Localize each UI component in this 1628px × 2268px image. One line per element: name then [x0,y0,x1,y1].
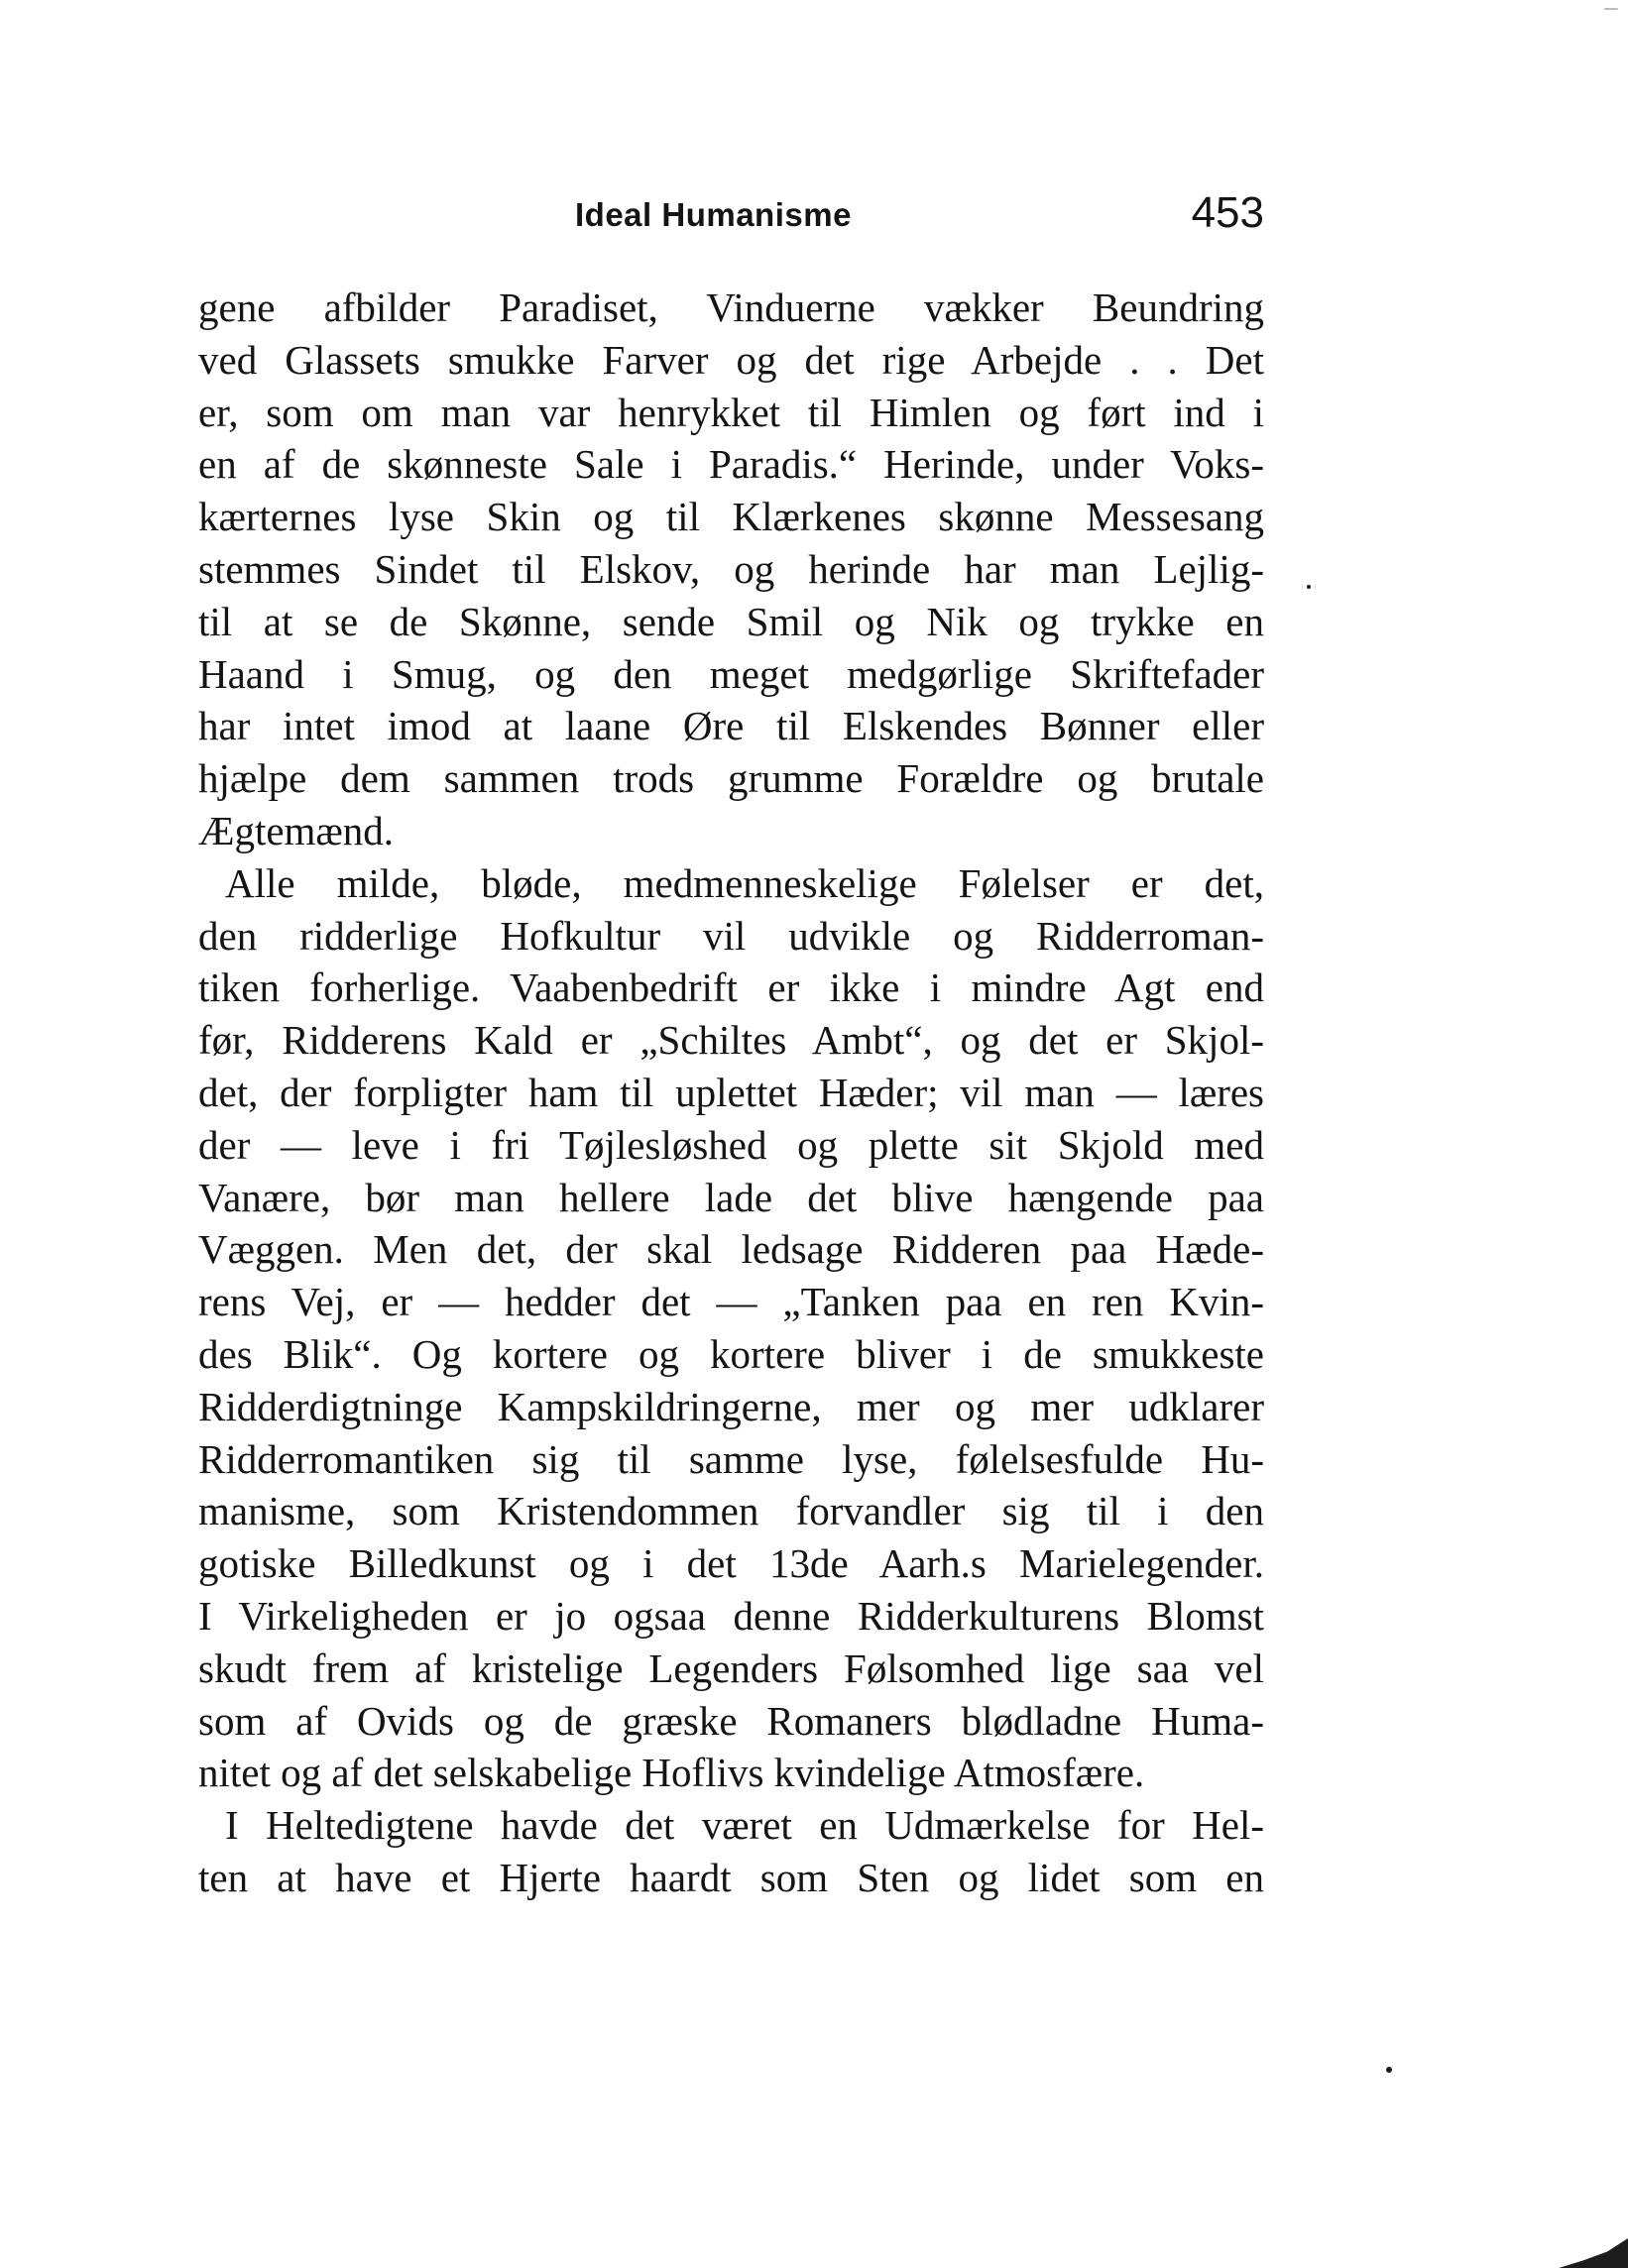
text-line: er, som om man var henrykket til Himlen og ført ind i [198,389,1264,435]
text-line: tiken forherlige. Vaabenbedrift er ikke i mindre Agt end [198,964,1264,1011]
body-text [198,282,1264,1904]
text-line: før, Ridderens Kald er „Schiltes Ambt“, og det er Skjol- [198,1017,1264,1064]
running-title: Ideal Humanisme [575,196,852,233]
text-line: stemmes Sindet til Elskov, og herinde har man Lejlig- [198,545,1264,592]
text-line: Ridderdigtninge Kampskildringerne, mer og mer udklarer [198,1383,1264,1429]
running-head [198,184,1264,244]
text-line: ten at have et Hjerte haardt som Sten og lidet som en [198,1854,1264,1900]
text-line: gotiske Billedkunst og i det 13de Aarh.s Marielegender. [198,1540,1264,1587]
text-line: skudt frem af kristelige Legenders Følsomhed lige saa vel [198,1644,1264,1691]
text-line: Ridderromantiken sig til samme lyse, følelsesfulde Hu- [198,1435,1264,1482]
text-line: der — leve i fri Tøjlesløshed og plette sit Skjold med [198,1121,1264,1168]
scan-speck [1604,8,1618,10]
text-line: des Blik“. Og kortere og kortere bliver i de smukkeste [198,1330,1264,1377]
text-line: ved Glassets smukke Farver og det rige Arbejde . . Det [198,336,1264,383]
text-line: Ægtemænd. [198,807,395,853]
text-line: Haand i Smug, og den meget medgørlige Skriftefader [198,650,1264,697]
scan-corner-mark [1559,2238,1628,2268]
text-line: har intet imod at laane Øre til Elskendes Bønner eller [198,703,1264,749]
text-line: I Heltedigtene havde det været en Udmærkelse for Hel- [225,1802,1264,1849]
text-line: Vanære, bør man hellere lade det blive hængende paa [198,1174,1264,1220]
text-line: Alle milde, bløde, medmenneskelige Følelser er det, [225,859,1264,906]
text-line: den ridderlige Hofkultur vil udvikle og Ridderroman- [198,912,1264,959]
text-line: manisme, som Kristendommen forvandler sig til i den [198,1488,1264,1534]
scan-speck [1386,2067,1392,2073]
page-number: 453 [1191,188,1264,237]
text-line: en af de skønneste Sale i Paradis.“ Herinde, under Voks- [198,441,1264,488]
text-line: det, der forpligter ham til uplettet Hæder; vil man — læres [198,1069,1264,1115]
text-line: gene afbilder Paradiset, Vinduerne vækker Beundring [198,284,1264,330]
text-line: som af Ovids og de græske Romaners blødladne Huma- [198,1697,1264,1744]
text-line: hjælpe dem sammen trods grumme Forældre og brutale [198,755,1264,802]
text-line: kærternes lyse Skin og til Klærkenes skønne Messesang [198,494,1264,540]
text-line: rens Vej, er — hedder det — „Tanken paa en ren Kvin- [198,1279,1264,1325]
scan-speck [1307,585,1311,589]
text-line: nitet og af det selskabelige Hoflivs kvindelige Atmosfære. [198,1750,1145,1796]
text-line: Væggen. Men det, der skal ledsage Ridderen paa Hæde- [198,1226,1264,1273]
text-line: I Virkeligheden er jo ogsaa denne Ridderkulturens Blomst [198,1592,1264,1639]
text-line: til at se de Skønne, sende Smil og Nik og trykke en [198,598,1264,644]
